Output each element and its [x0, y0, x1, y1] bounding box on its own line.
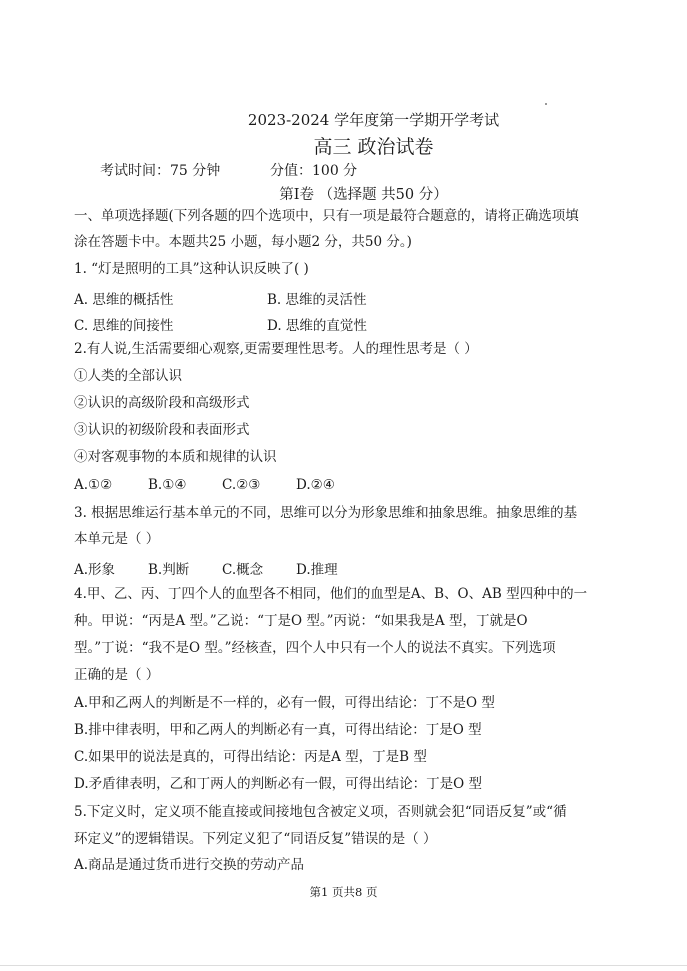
page-footer: 第1 页共8 页 [309, 885, 378, 899]
q2-option-b: B.①④ [148, 477, 187, 493]
q2-item-1: ①人类的全部认识 [74, 368, 182, 384]
exam-title: 2023-2024 学年度第一学期开学考试 [247, 111, 500, 129]
q3-option-d: D.推理 [296, 562, 338, 578]
q4-stem-line-1: 4.甲、乙、丙、丁四个人的血型各不相同，他们的血型是A、B、O、AB 型四种中的一 [74, 586, 588, 602]
q4-option-c: C.如果甲的说法是真的，可得出结论：丙是A 型，丁是B 型 [74, 749, 427, 765]
q2-item-3: ③认识的初级阶段和表面形式 [74, 422, 250, 438]
q1-option-a: A. 思维的概括性 [74, 292, 174, 308]
instructions-line-2: 涂在答题卡中。本题共25 小题，每小题2 分，共50 分。) [74, 234, 412, 250]
q3-stem-line-2: 本单元是（ ） [74, 531, 160, 547]
q2-item-4: ④对客观事物的本质和规律的认识 [74, 449, 277, 465]
exam-subtitle: 高三 政治试卷 [313, 136, 434, 158]
q2-option-a: A.①② [74, 477, 113, 493]
q2-option-d: D.②④ [296, 477, 335, 493]
q4-stem-line-3: 型。”丁说：“我不是O 型。”经核查，四个人中只有一个人的说法不真实。下列选项 [74, 640, 556, 656]
scan-edge-line [0, 965, 687, 966]
section-heading: 第Ⅰ卷 （选择题 共50 分） [279, 187, 448, 203]
exam-score: 分值：100 分 [270, 163, 358, 179]
q1-stem: 1. “灯是照明的工具”这种认识反映了( ) [74, 261, 309, 277]
exam-time: 考试时间：75 分钟 [100, 163, 221, 179]
q5-stem-line-2: 环定义”的逻辑错误。下列定义犯了“同语反复”错误的是（ ） [74, 831, 437, 847]
q1-option-b: B. 思维的灵活性 [267, 292, 367, 308]
q4-option-a: A.甲和乙两人的判断是不一样的，必有一假，可得出结论：丁不是O 型 [74, 695, 495, 711]
q5-stem-line-1: 5.下定义时，定义项不能直接或间接地包含被定义项，否则就会犯“同语反复”或“循 [74, 804, 567, 820]
q3-option-a: A.形象 [74, 562, 116, 578]
q1-option-d: D. 思维的直觉性 [267, 318, 367, 334]
q3-option-c: C.概念 [222, 562, 264, 578]
q3-option-b: B.判断 [148, 562, 190, 578]
q3-stem-line-1: 3. 根据思维运行基本单元的不同，思维可以分为形象思维和抽象思维。抽象思维的基 [74, 505, 578, 521]
q2-option-c: C.②③ [222, 477, 261, 493]
q5-option-a: A.商品是通过货币进行交换的劳动产品 [74, 857, 305, 873]
q2-item-2: ②认识的高级阶段和高级形式 [74, 395, 250, 411]
q4-stem-line-4: 正确的是（ ） [74, 667, 160, 683]
q4-stem-line-2: 种。甲说：“丙是A 型。”乙说：“丁是O 型。”丙说：“如果我是A 型，丁就是O [74, 613, 528, 629]
q4-option-d: D.矛盾律表明，乙和丁两人的判断必有一假，可得出结论：丁是O 型 [74, 776, 482, 792]
q2-stem: 2.有人说,生活需要细心观察,更需要理性思考。人的理性思考是（ ） [74, 341, 478, 357]
q4-option-b: B.排中律表明，甲和乙两人的判断必有一真，可得出结论：丁是O 型 [74, 722, 482, 738]
scan-speck [545, 103, 547, 105]
instructions-line-1: 一、单项选择题(下列各题的四个选项中，只有一项是最符合题意的，请将正确选项填 [74, 208, 579, 224]
q1-option-c: C. 思维的间接性 [74, 318, 174, 334]
